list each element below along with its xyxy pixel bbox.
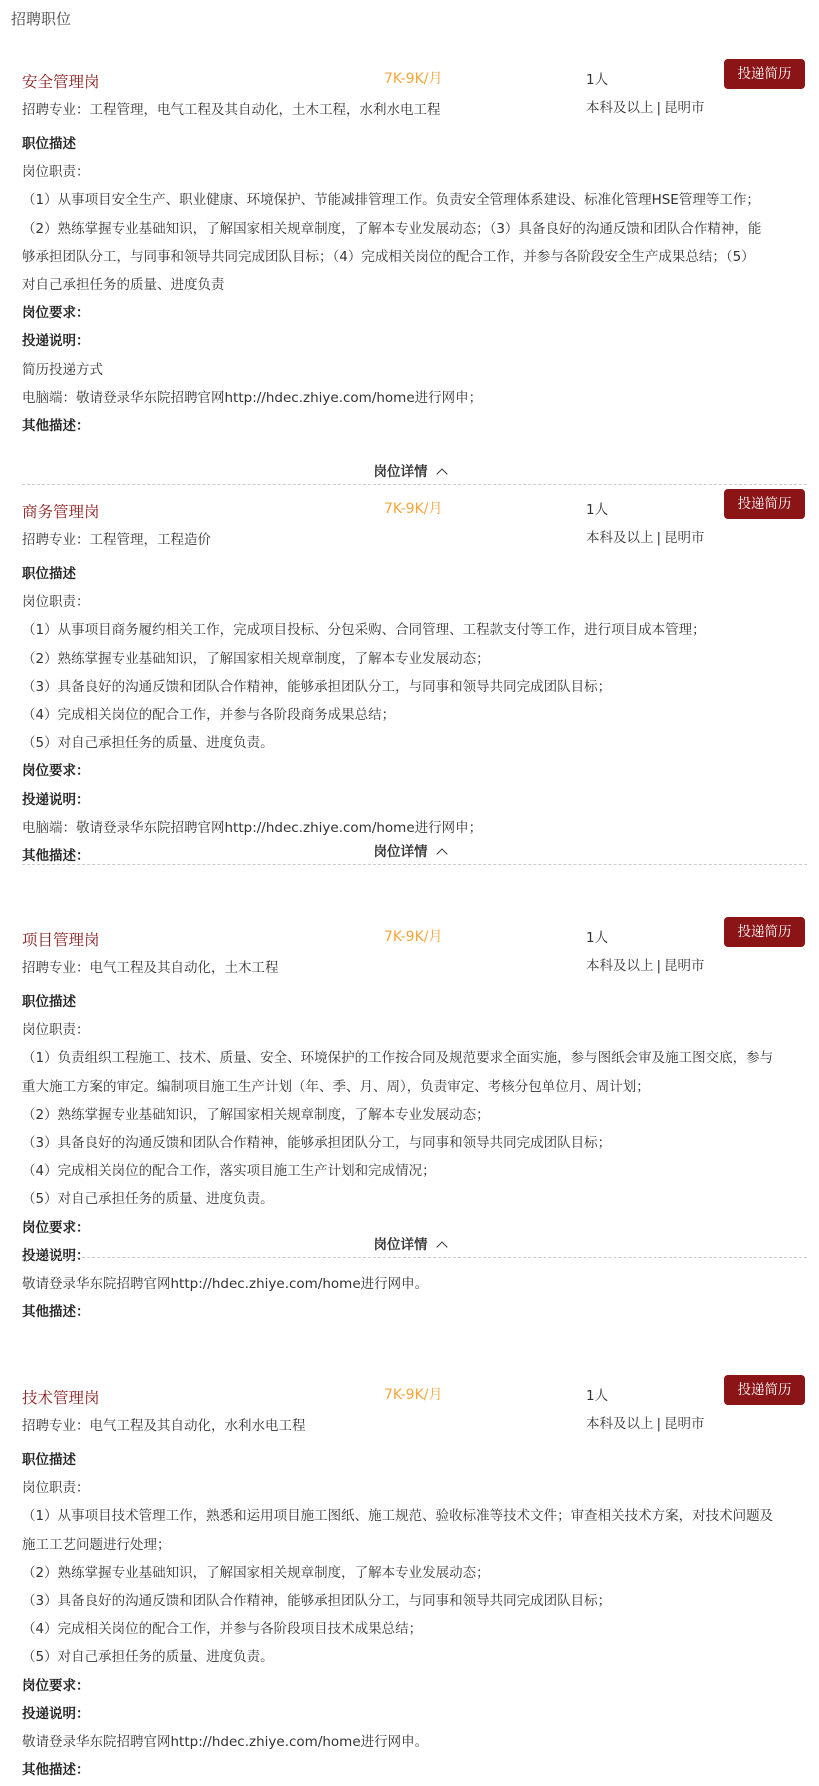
job-meta bbox=[586, 954, 705, 974]
job-education: 本科及以上 bbox=[586, 100, 654, 116]
description-line: （2）熟练掌握专业基础知识，了解国家相关规章制度，了解本专业发展动态； bbox=[22, 1564, 490, 1581]
job-meta bbox=[586, 96, 705, 116]
section-heading: 职位描述 bbox=[22, 136, 76, 152]
description-line: （3）具备良好的沟通反馈和团队合作精神，能够承担团队分工，与同事和领导共同完成团队目标； bbox=[22, 678, 612, 695]
description-line: （4）完成相关岗位的配合工作，落实项目施工生产计划和完成情况； bbox=[22, 1163, 436, 1180]
job-headcount: 1人 bbox=[586, 72, 609, 88]
job-education: 本科及以上 bbox=[586, 530, 654, 546]
description-line: （1）从事项目安全生产、职业健康、环境保护、节能减排管理工作。负责安全管理体系建设、标准化管理HSE管理等工作； bbox=[22, 192, 760, 209]
section-heading: 其他描述： bbox=[22, 418, 90, 435]
description-line: 敬请登录华东院招聘官网http://hdec.zhiye.com/home进行网申。 bbox=[22, 1734, 429, 1751]
description-line: 岗位职责： bbox=[22, 1022, 90, 1039]
section-heading: 其他描述： bbox=[22, 1762, 90, 1779]
chevron-up-icon bbox=[436, 1241, 447, 1252]
section-heading: 职位描述 bbox=[22, 994, 76, 1010]
description-line: （1）从事项目技术管理工作，熟悉和运用项目施工图纸、施工规范、验收标准等技术文件；审查相关技术方案，对技术问题及 bbox=[22, 1508, 774, 1525]
description-line: （1）负责组织工程施工、技术、质量、安全、环境保护的工作按合同及规范要求全面实施，参与图纸会审及施工图交底，参与 bbox=[22, 1050, 774, 1067]
description-line: （5）对自己承担任务的质量、进度负责。 bbox=[22, 1649, 274, 1666]
meta-separator: | bbox=[656, 1416, 662, 1432]
section-heading: 投递说明： bbox=[22, 791, 90, 808]
toggle-label: 岗位详情 bbox=[373, 464, 428, 480]
divider bbox=[22, 864, 807, 865]
description-line: 岗位职责： bbox=[22, 1480, 90, 1497]
description-line: 电脑端：敬请登录华东院招聘官网http://hdec.zhiye.com/home进行网申； bbox=[22, 819, 483, 836]
job-location: 昆明市 bbox=[664, 530, 705, 546]
section-heading: 职位描述 bbox=[22, 1452, 76, 1468]
job-description bbox=[22, 988, 807, 1326]
description-line: （2）熟练掌握专业基础知识，了解国家相关规章制度，了解本专业发展动态； bbox=[22, 1106, 490, 1123]
description-line: 对自己承担任务的质量、进度负责 bbox=[22, 277, 225, 294]
description-line: 够承担团队分工，与同事和领导共同完成团队目标；（4）完成相关岗位的配合工作，并参与各阶段安全生产成果总结；（5） bbox=[22, 248, 755, 265]
job-headcount: 1人 bbox=[586, 502, 609, 518]
section-heading: 其他描述： bbox=[22, 848, 90, 865]
description-line: （3）具备良好的沟通反馈和团队合作精神，能够承担团队分工，与同事和领导共同完成团队目标； bbox=[22, 1593, 612, 1610]
section-heading: 其他描述： bbox=[22, 1304, 90, 1321]
meta-separator: | bbox=[656, 958, 662, 974]
chevron-up-icon bbox=[436, 848, 447, 859]
job-education: 本科及以上 bbox=[586, 1416, 654, 1432]
chevron-up-icon bbox=[436, 468, 447, 479]
job-description bbox=[22, 130, 807, 440]
description-line: （3）具备良好的沟通反馈和团队合作精神，能够承担团队分工，与同事和领导共同完成团队目标； bbox=[22, 1135, 612, 1152]
job-details-toggle[interactable] bbox=[0, 460, 819, 480]
job-description bbox=[22, 560, 807, 870]
section-heading: 岗位要求： bbox=[22, 1677, 90, 1694]
job-details-toggle[interactable] bbox=[0, 1233, 819, 1253]
job-title-link[interactable]: 项目管理岗 bbox=[22, 931, 100, 949]
description-line: 重大施工方案的审定。编制项目施工生产计划（年、季、月、周），负责审定、考核分包单位月、周计划； bbox=[22, 1078, 650, 1095]
job-education: 本科及以上 bbox=[586, 958, 654, 974]
apply-resume-button[interactable]: 投递简历 bbox=[724, 917, 805, 947]
job-salary: 7K-9K/月 bbox=[384, 71, 443, 87]
job-major: 招聘专业：电气工程及其自动化，水利水电工程 bbox=[22, 1418, 306, 1434]
description-line: （1）从事项目商务履约相关工作，完成项目投标、分包采购、合同管理、工程款支付等工作，进行项目成本管理； bbox=[22, 622, 706, 639]
job-location: 昆明市 bbox=[664, 100, 705, 116]
page-title: 招聘职位 bbox=[11, 10, 72, 28]
toggle-label: 岗位详情 bbox=[373, 1237, 428, 1253]
section-heading: 岗位要求： bbox=[22, 305, 90, 322]
description-line: （2）熟练掌握专业基础知识，了解国家相关规章制度，了解本专业发展动态；（3）具备良好的沟通反馈和团队合作精神，能 bbox=[22, 220, 762, 237]
meta-separator: | bbox=[656, 530, 662, 546]
apply-resume-button[interactable]: 投递简历 bbox=[724, 59, 805, 89]
job-headcount: 1人 bbox=[586, 930, 609, 946]
description-line: （5）对自己承担任务的质量、进度负责。 bbox=[22, 1191, 274, 1208]
section-heading: 岗位要求： bbox=[22, 1219, 90, 1236]
section-heading: 投递说明： bbox=[22, 1705, 90, 1722]
job-salary: 7K-9K/月 bbox=[384, 501, 443, 517]
job-description bbox=[22, 1446, 807, 1784]
job-location: 昆明市 bbox=[664, 1416, 705, 1432]
description-line: 岗位职责： bbox=[22, 594, 90, 611]
job-location: 昆明市 bbox=[664, 958, 705, 974]
job-meta bbox=[586, 526, 705, 546]
job-major: 招聘专业：工程管理，工程造价 bbox=[22, 532, 211, 548]
job-major: 招聘专业：电气工程及其自动化，土木工程 bbox=[22, 960, 279, 976]
job-title-link[interactable]: 技术管理岗 bbox=[22, 1389, 100, 1407]
job-title-link[interactable]: 商务管理岗 bbox=[22, 503, 100, 521]
job-salary: 7K-9K/月 bbox=[384, 929, 443, 945]
description-line: （5）对自己承担任务的质量、进度负责。 bbox=[22, 735, 274, 752]
toggle-label: 岗位详情 bbox=[373, 844, 428, 860]
section-heading: 投递说明： bbox=[22, 333, 90, 350]
description-line: 施工工艺问题进行处理； bbox=[22, 1536, 171, 1553]
meta-separator: | bbox=[656, 100, 662, 116]
job-details-toggle[interactable] bbox=[0, 840, 819, 860]
divider bbox=[22, 1257, 807, 1258]
job-major: 招聘专业：工程管理，电气工程及其自动化，土木工程，水利水电工程 bbox=[22, 102, 441, 118]
job-headcount: 1人 bbox=[586, 1388, 609, 1404]
description-line: 岗位职责： bbox=[22, 164, 90, 181]
apply-resume-button[interactable]: 投递简历 bbox=[724, 1375, 805, 1405]
description-line: 电脑端：敬请登录华东院招聘官网http://hdec.zhiye.com/home进行网申； bbox=[22, 389, 483, 406]
description-line: （2）熟练掌握专业基础知识，了解国家相关规章制度，了解本专业发展动态； bbox=[22, 650, 490, 667]
description-line: （4）完成相关岗位的配合工作，并参与各阶段商务成果总结； bbox=[22, 707, 396, 724]
section-heading: 职位描述 bbox=[22, 566, 76, 582]
description-line: 简历投递方式 bbox=[22, 361, 103, 378]
job-meta bbox=[586, 1412, 705, 1432]
description-line: （4）完成相关岗位的配合工作，并参与各阶段项目技术成果总结； bbox=[22, 1621, 423, 1638]
description-line: 敬请登录华东院招聘官网http://hdec.zhiye.com/home进行网申。 bbox=[22, 1276, 429, 1293]
apply-resume-button[interactable]: 投递简历 bbox=[724, 489, 805, 519]
divider bbox=[22, 484, 807, 485]
job-title-link[interactable]: 安全管理岗 bbox=[22, 73, 100, 91]
job-salary: 7K-9K/月 bbox=[384, 1387, 443, 1403]
section-heading: 投递说明： bbox=[22, 1247, 90, 1264]
section-heading: 岗位要求： bbox=[22, 763, 90, 780]
